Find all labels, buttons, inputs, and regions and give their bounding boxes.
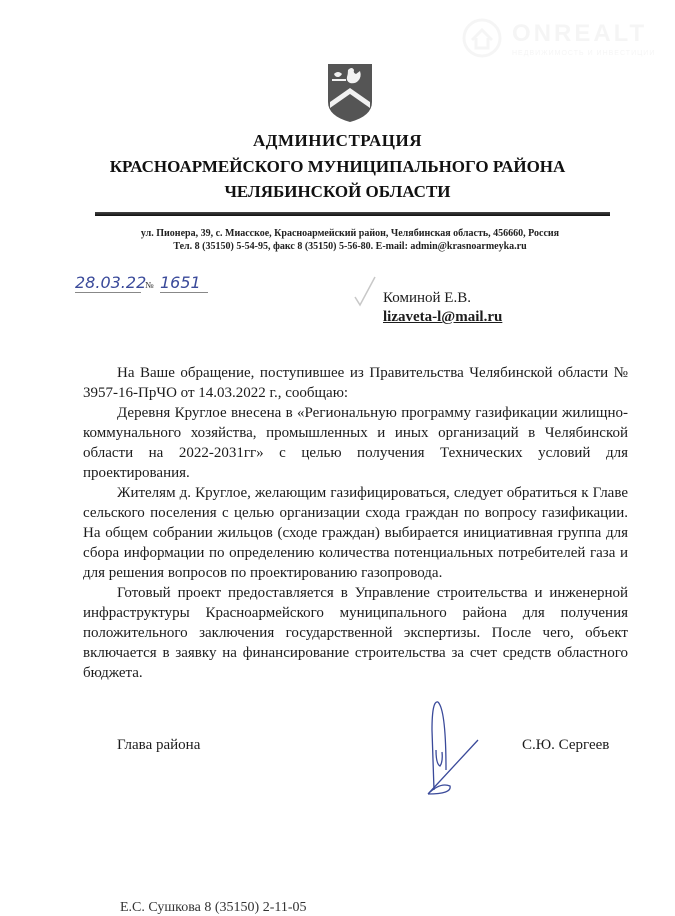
registration-date: 28.03.22 bbox=[75, 273, 147, 292]
paragraph: На Ваше обращение, поступившее из Правительства Челябинской области № 3957-16-ПрЧО от 14.03.2022 г., сообщаю: bbox=[83, 365, 628, 401]
house-logo-icon bbox=[462, 18, 502, 58]
watermark-brand: ONREALT bbox=[512, 20, 648, 47]
org-region: ЧЕЛЯБИНСКОЙ ОБЛАСТИ bbox=[224, 182, 451, 201]
org-contacts: Тел. 8 (35150) 5-54-95, факс 8 (35150) 5-56-80. E-mail: admin@krasnoarmeyka.ru bbox=[173, 241, 527, 252]
paragraph: Жителям д. Круглое, желающим газифицироваться, следует обратиться к Главе сельского поселения с целью организации схода граждан по вопросу газификации. На общем собрании жильцов (сходе граждан) выбирается инициативная группа для сбора информации по определению количества потенциальных потребителей газа и для решения вопросов по проектированию газопровода. bbox=[83, 485, 628, 581]
org-address: ул. Пионера, 39, с. Миасское, Красноармейский район, Челябинская область, 456660, Россия bbox=[140, 228, 560, 239]
registration-number: 1651 bbox=[160, 273, 208, 293]
registration-number-label: № bbox=[145, 280, 154, 290]
signatory-name: С.Ю. Сергеев bbox=[522, 737, 610, 753]
paragraph: Готовый проект предоставляется в Управление строительства и инженерной инфраструктуры Красноармейского муниципального района для получения положительного заключения государственной экспертизы. После чего, объект включается в заявку на финансирование строительства за счет средств областного бюджета. bbox=[83, 585, 628, 681]
coat-of-arms-icon bbox=[326, 62, 374, 124]
handwritten-signature-icon bbox=[380, 690, 500, 810]
org-title: АДМИНИСТРАЦИЯ bbox=[252, 131, 422, 150]
watermark bbox=[462, 18, 662, 62]
org-district: КРАСНОАРМЕЙСКОГО МУНИЦИПАЛЬНОГО РАЙОНА bbox=[109, 157, 566, 176]
watermark-tagline: НЕДВИЖИМОСТЬ И ИНВЕСТИЦИИ bbox=[512, 50, 656, 57]
letterhead-divider bbox=[95, 212, 610, 216]
executor-info: Е.С. Сушкова 8 (35150) 2-11-05 bbox=[120, 900, 307, 915]
checkmark-icon bbox=[352, 275, 378, 307]
letter-body bbox=[83, 363, 628, 683]
recipient-name: Коминой Е.В. bbox=[383, 290, 471, 306]
signatory-position: Глава района bbox=[117, 737, 201, 753]
paragraph: Деревня Круглое внесена в «Региональную программу газификации жилищно-коммунального хозяйства, промышленных и иных организаций в Челябинской области на 2022-2031гг» с целью получения Технических условий для проектирования. bbox=[83, 405, 628, 481]
recipient-email[interactable]: lizaveta-l@mail.ru bbox=[383, 309, 503, 325]
